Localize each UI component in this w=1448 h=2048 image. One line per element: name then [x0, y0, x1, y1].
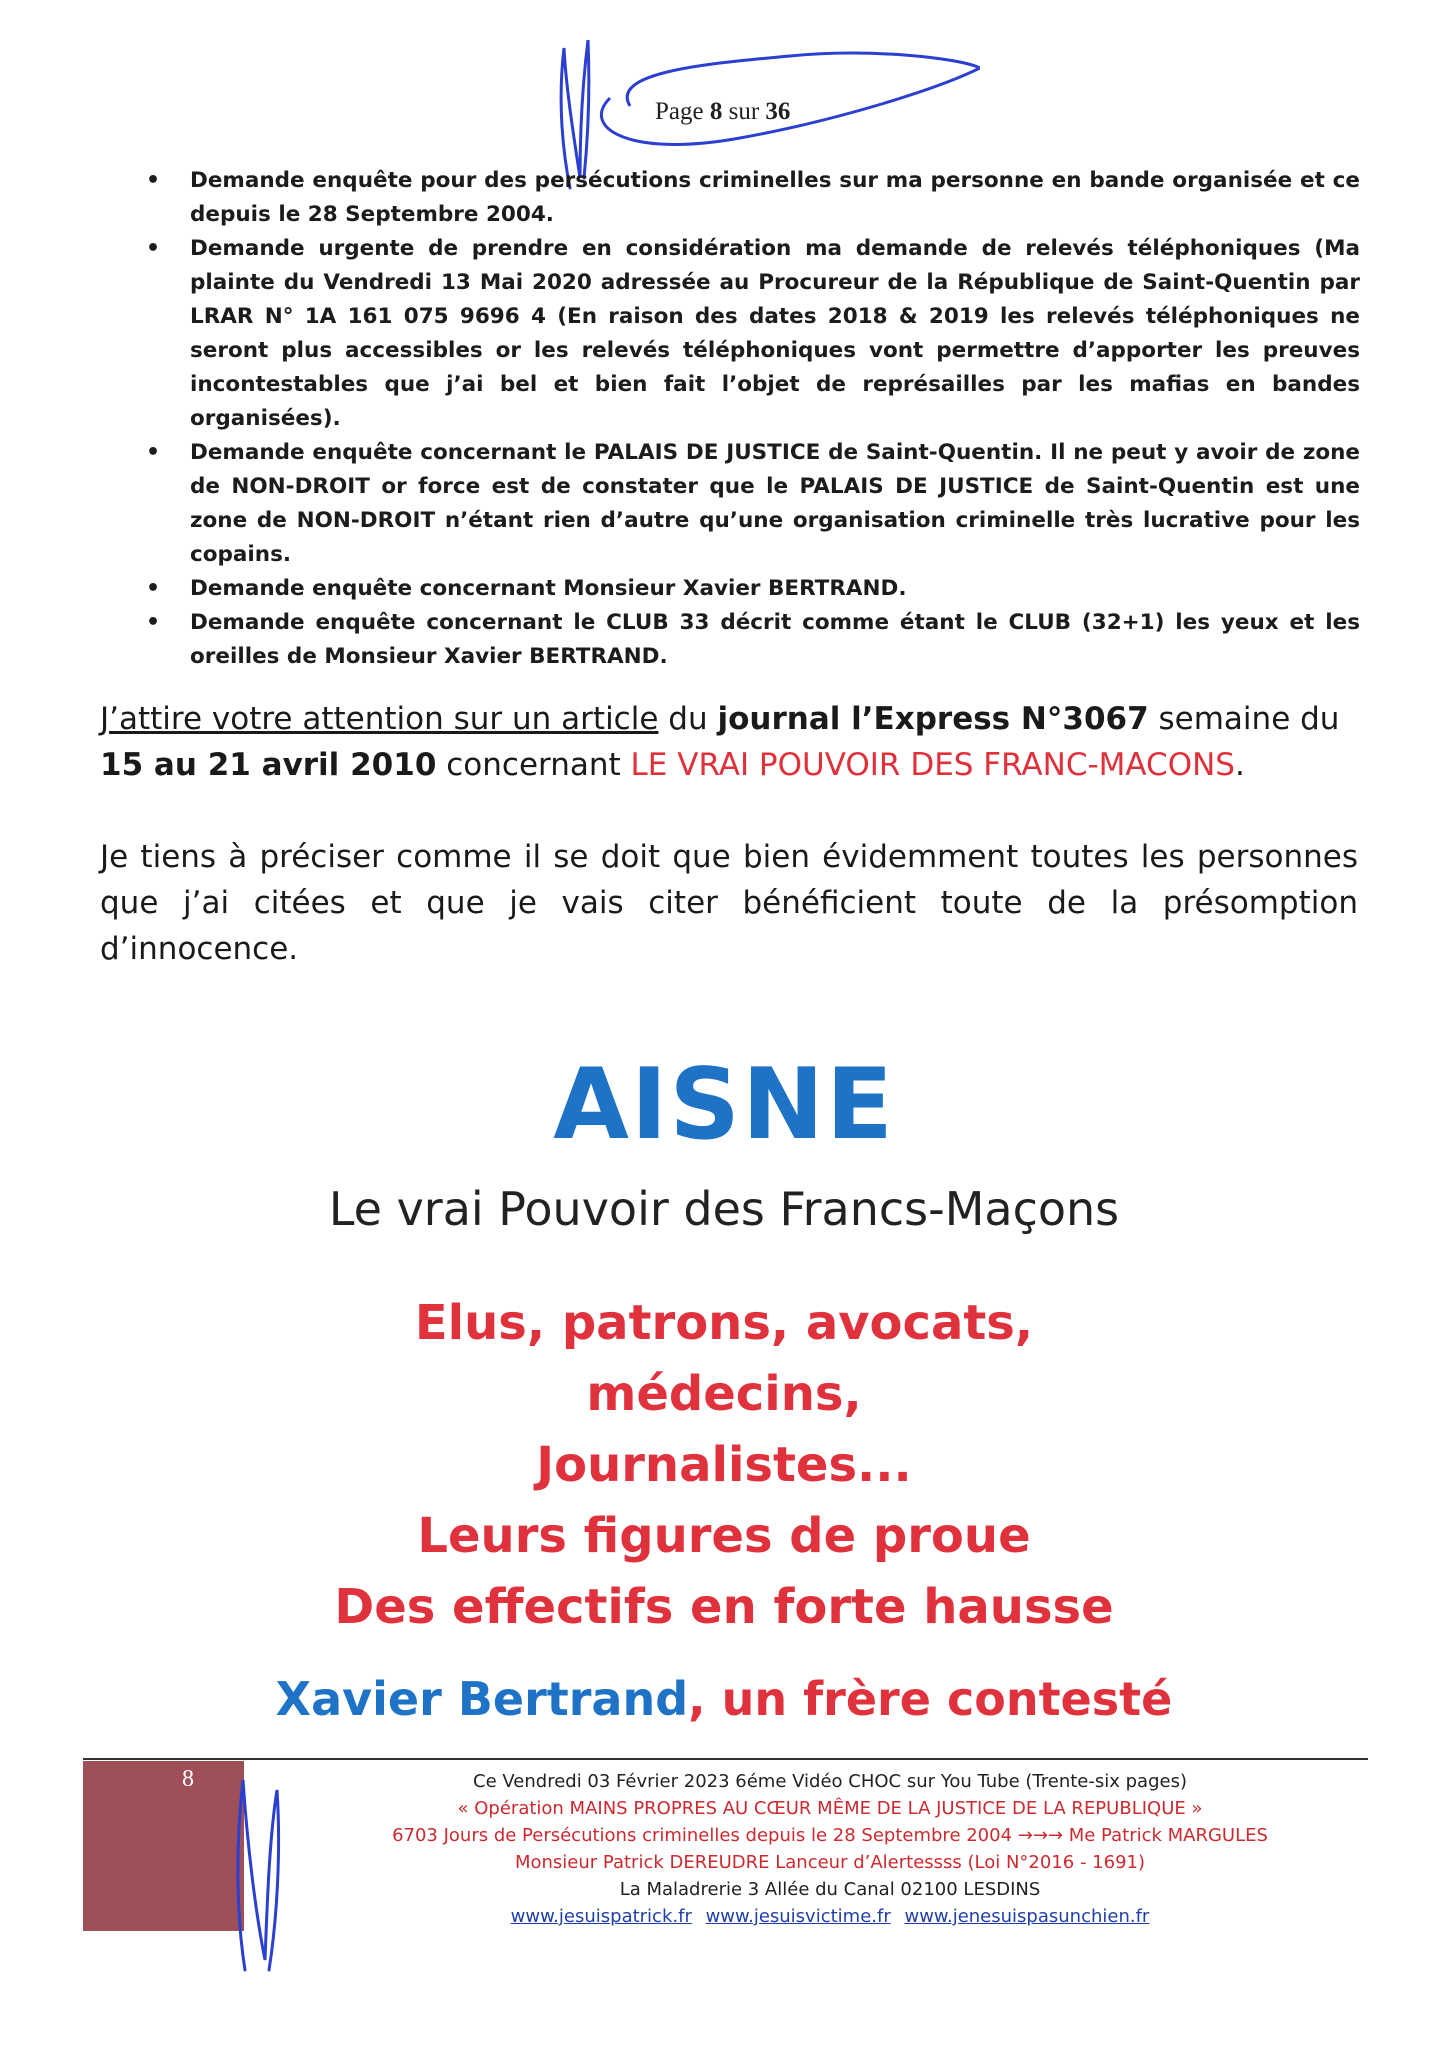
article-title: AISNE	[553, 1048, 895, 1162]
underlined-phrase: J’attire votre attention sur un article	[100, 701, 659, 737]
link-jesuispatrick[interactable]: www.jesuispatrick.fr	[510, 1906, 692, 1927]
journal-reference: journal l’Express N°3067	[717, 701, 1149, 737]
footer-page-box	[83, 1761, 244, 1931]
article-kicker	[0, 1672, 1448, 1726]
footer-line: 6703 Jours de Persécutions criminelles depuis le 28 Septembre 2004 →→→ Me Patrick MARGULES	[392, 1825, 1268, 1846]
article-reference-paragraph	[100, 696, 1358, 788]
list-item: • Demande enquête pour des persécutions criminelles sur ma personne en bande organisée et ce depuis le 28 Septembre 2004.	[140, 164, 1360, 232]
footer-page-number: 8	[182, 1766, 194, 1792]
headline-line: Elus, patrons, avocats,	[414, 1295, 1034, 1351]
text-run: semaine du	[1148, 701, 1340, 737]
presumption-paragraph: Je tiens à préciser comme il se doit que bien évidemment toutes les personnes que j’ai citées et que je vais citer bénéficient toute de la présomption d’innocence.	[100, 839, 1358, 967]
link-jesuisvictime[interactable]: www.jesuisvictime.fr	[705, 1906, 891, 1927]
text-run: .	[1234, 747, 1245, 783]
headline-line: médecins,	[586, 1366, 862, 1422]
list-item: • Demande enquête concernant le PALAIS DE JUSTICE de Saint-Quentin. Il ne peut y avoir de zone de NON-DROIT or force est de constater que le PALAIS DE JUSTICE de Saint-Quentin est une zone de NON-DROIT n’étant rien d’autre qu’une organisation criminelle très lucrative pour les copains.	[140, 436, 1360, 572]
article-headlines	[0, 1288, 1448, 1643]
article-title-red: LE VRAI POUVOIR DES FRANC-MACONS	[630, 747, 1235, 783]
footer-line: « Opération MAINS PROPRES AU CŒUR MÊME DE LA JUSTICE DE LA REPUBLIQUE »	[457, 1798, 1203, 1819]
footer-line: Monsieur Patrick DEREUDRE Lanceur d’Alertessss (Loi N°2016 - 1691)	[514, 1852, 1146, 1873]
page-current: 8	[709, 98, 723, 125]
list-item: • Demande enquête concernant le CLUB 33 décrit comme étant le CLUB (32+1) les yeux et les oreilles de Monsieur Xavier BERTRAND.	[140, 606, 1360, 674]
footer-links	[300, 1903, 1360, 1930]
headline-line: Des effectifs en forte hausse	[334, 1579, 1114, 1635]
text-run: du	[658, 701, 718, 737]
headline-line: Journalistes...	[536, 1437, 912, 1493]
list-item: • Demande enquête concernant Monsieur Xavier BERTRAND.	[140, 572, 1360, 606]
page-counter	[655, 98, 790, 126]
article-subtitle: Le vrai Pouvoir des Francs-Maçons	[328, 1182, 1120, 1236]
kicker-name: Xavier Bertrand	[275, 1672, 689, 1726]
list-item: • Demande urgente de prendre en considération ma demande de relevés téléphoniques (Ma plainte du Vendredi 13 Mai 2020 adressée au Procureur de la République de Saint-Quentin par LRAR N° 1A 161 075 9696 4 (En raison des dates 2018 & 2019 les relevés téléphoniques ne seront plus accessibles or les relevés téléphoniques vont permettre d’apporter les preuves incontestables que j’ai bel et bien fait l’objet de représailles par les mafias en bandes organisées).	[140, 232, 1360, 436]
headline-line: Leurs figures de proue	[417, 1508, 1031, 1564]
page-prefix: Page	[655, 98, 704, 125]
request-list	[140, 164, 1360, 674]
date-range: 15 au 21 avril 2010	[100, 747, 437, 783]
link-jenesuispasunchien[interactable]: www.jenesuispasunchien.fr	[904, 1906, 1150, 1927]
footer-text	[300, 1768, 1360, 1930]
page-total: 36	[765, 98, 791, 125]
text-run: concernant	[436, 747, 631, 783]
footer-line: La Maladrerie 3 Allée du Canal 02100 LESDINS	[619, 1879, 1041, 1900]
footer-line: Ce Vendredi 03 Février 2023 6éme Vidéo CHOC sur You Tube (Trente-six pages)	[473, 1771, 1187, 1792]
kicker-text: , un frère contesté	[688, 1672, 1173, 1726]
page-mid: sur	[728, 98, 760, 125]
